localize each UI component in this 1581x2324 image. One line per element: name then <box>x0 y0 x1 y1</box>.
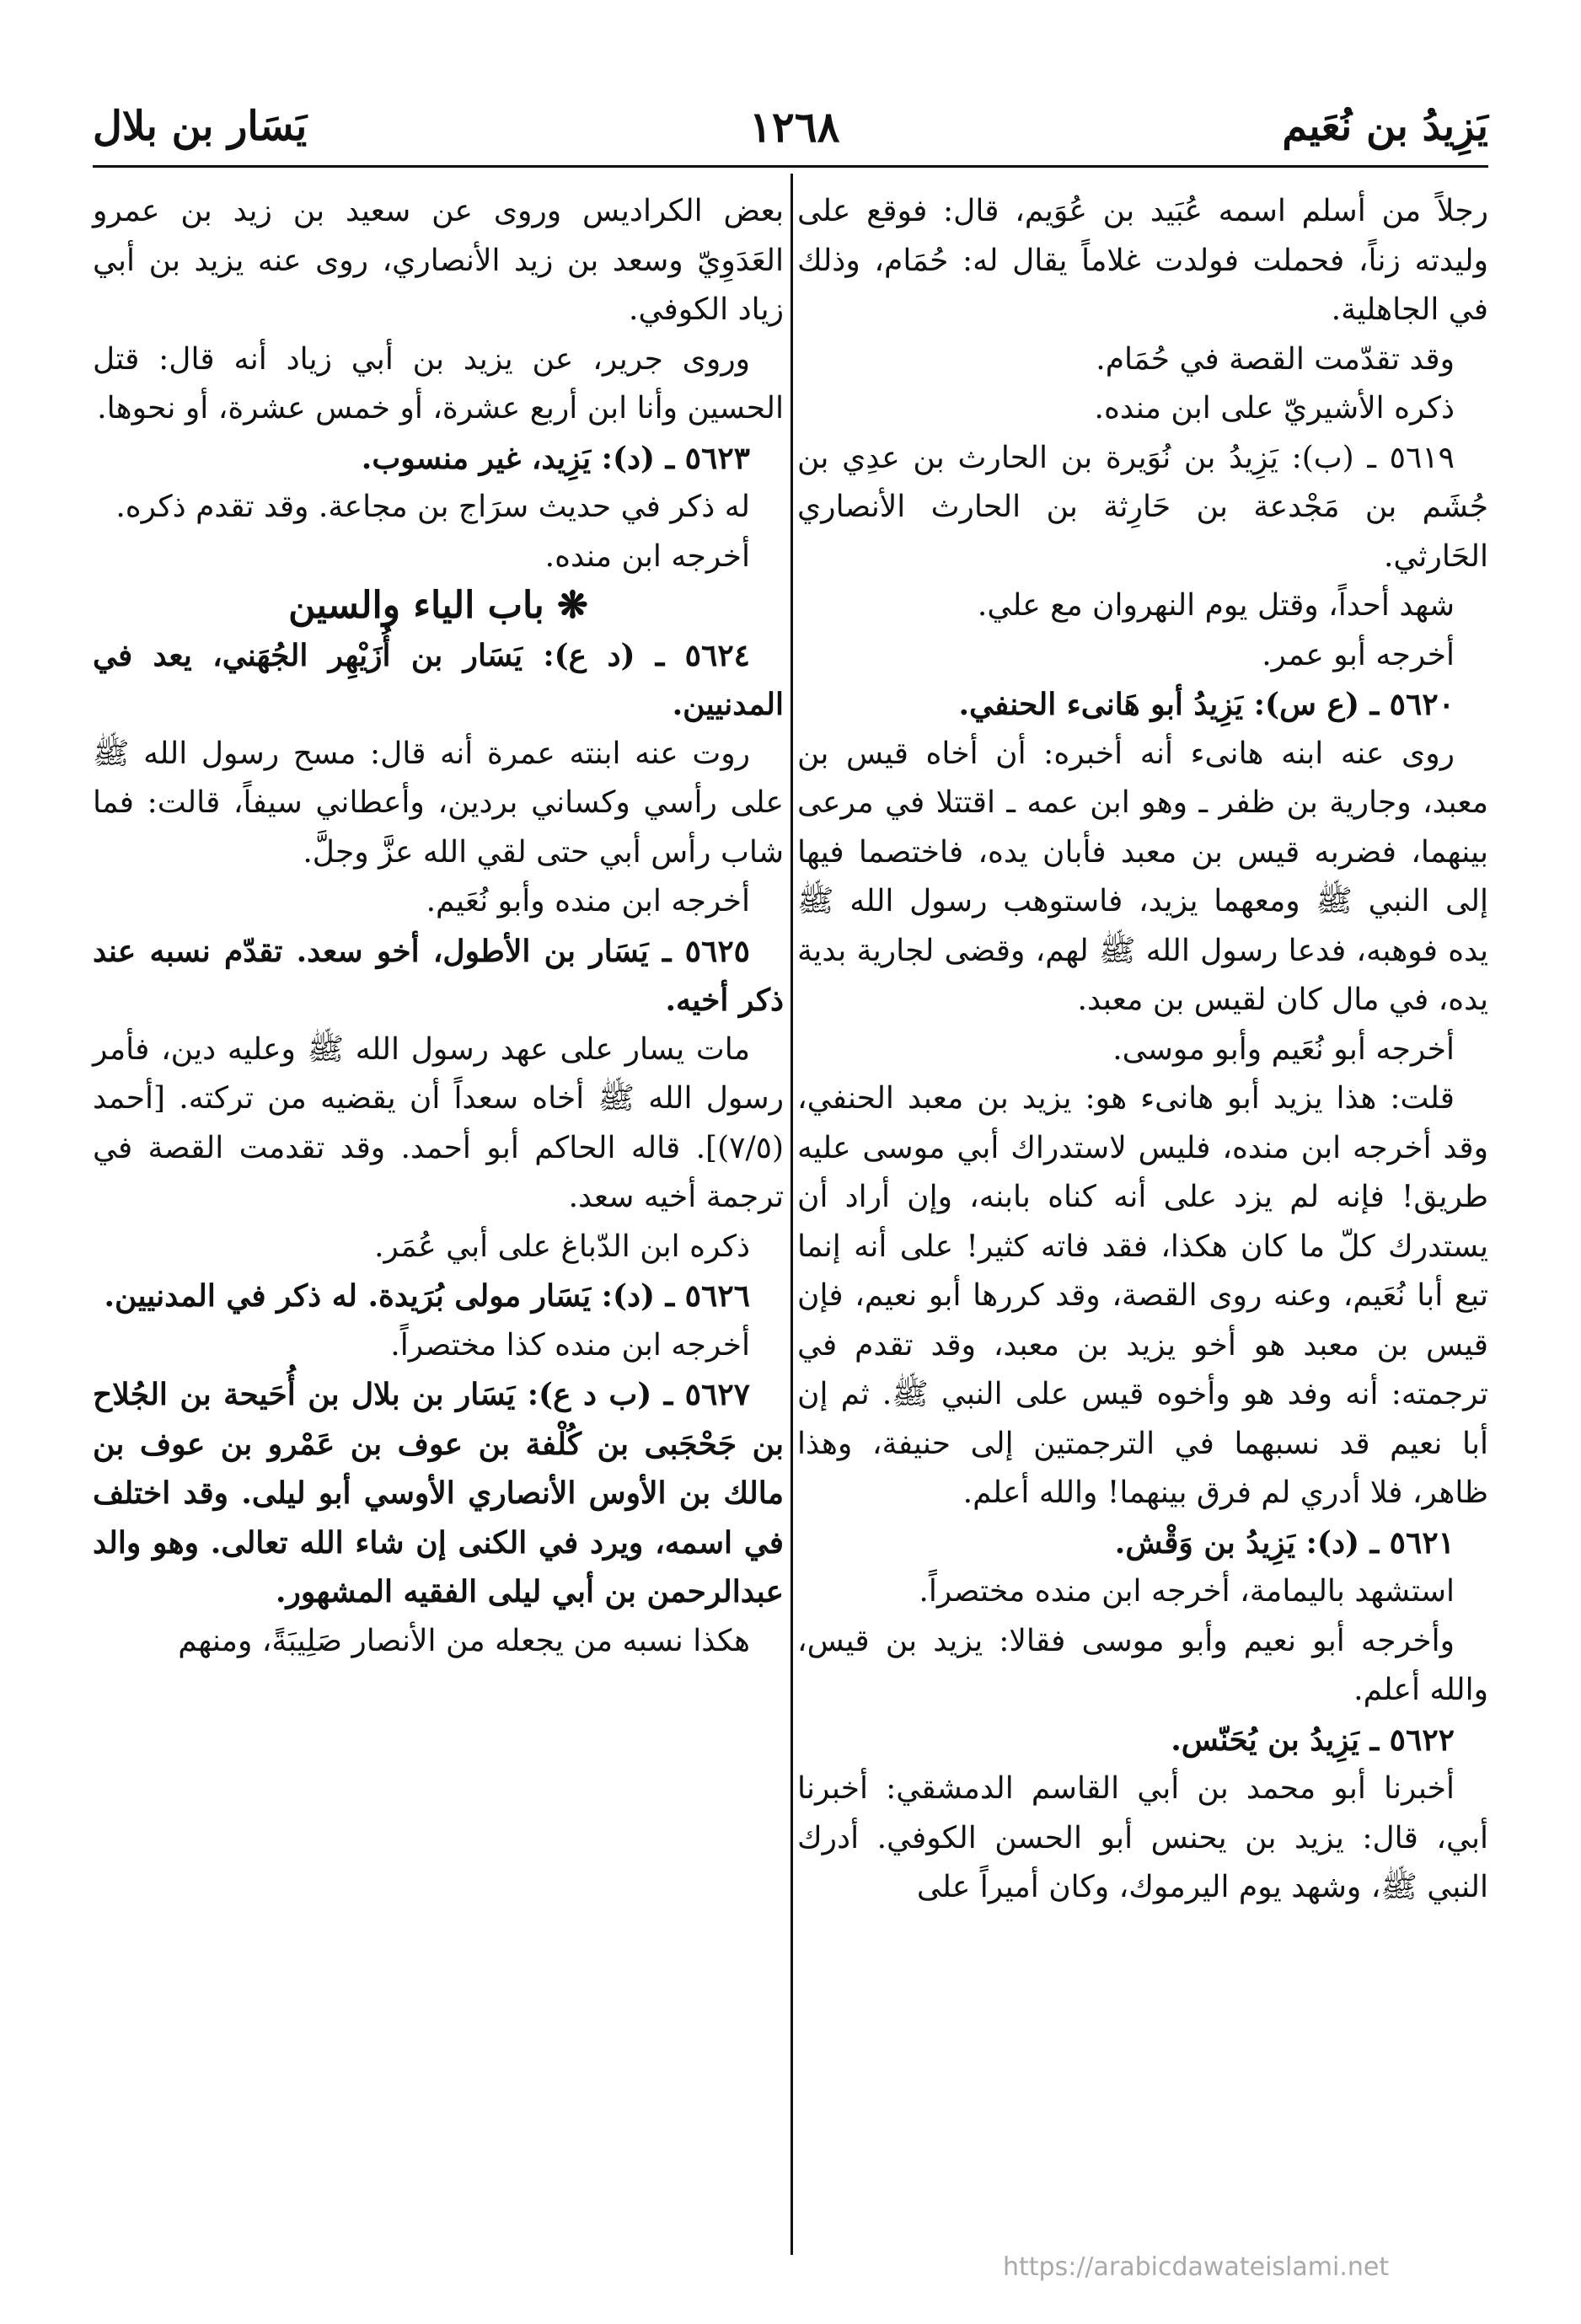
paragraph: ذكره الأشيريّ على ابن منده. <box>1094 391 1455 426</box>
header-rule <box>93 165 1488 168</box>
paragraph: هكذا نسبه من يجعله من الأنصار صَلِيبَةً، ومنهم <box>178 1623 750 1658</box>
left-column <box>93 187 784 1666</box>
entry-5619: ٥٦١٩ ـ (ب): يَزِيدُ بن نُوَيرة بن الحارث بن عدِي بن جُشَم بن مَجْدعة بن حَارِثة بن الحارث الأنصاري الحَارثي. <box>797 440 1488 574</box>
paragraph: روى عنه ابنه هانىء أنه أخبره: أن أخاه قيس بن معبد، وجارية بن ظفر ـ وهو ابن عمه ـ اقتتلا في مرعى بينهما، فضربه قيس بن معبد فأبان يده، فاختصما فيها إلى النبي ﷺ ومعهما يزيد، فاستوهب رسول الله ﷺ يده فوهبه، فدعا رسول الله ﷺ لهم، وقضى لجارية بدية يده، في مال كان لقيس بن معبد. <box>797 736 1488 1017</box>
paragraph: أخرجه ابن منده. <box>544 538 750 574</box>
paragraph: رجلاً من أسلم اسمه عُبَيد بن عُوَيم، قال: فوقع على وليدته زناً، فحملت فولدت غلاماً يقال له: حُمَام، وذلك في الجاهلية. <box>797 194 1488 327</box>
paragraph: روت عنه ابنته عمرة أنه قال: مسح رسول الله ﷺ على رأسي وكساني بردين، وأعطاني سيفاً، قالت: فما شاب رأس أبي حتى لقي الله عزَّ وجلَّ. <box>93 736 784 870</box>
column-divider <box>790 174 793 2255</box>
watermark-url: https://arabicdawateislami.net <box>1003 2252 1390 2282</box>
paragraph: شهد أحداً، وقتل يوم النهروان مع علي. <box>977 588 1455 623</box>
running-title-left: يَسَار بن بلال <box>93 103 308 150</box>
paragraph: أخرجه أبو عمر. <box>1262 637 1455 672</box>
paragraph: وأخرجه أبو نعيم وأبو موسى فقالا: يزيد بن قيس، والله أعلم. <box>797 1623 1488 1707</box>
section-heading: ❋ باب الياء والسين <box>288 584 588 627</box>
entry-5620: ٥٦٢٠ ـ (ع س): يَزِيدُ أبو هَانىء الحنفي. <box>958 687 1455 722</box>
paragraph: أخرجه ابن منده كذا مختصراً. <box>390 1327 750 1363</box>
entry-5621: ٥٦٢١ ـ (د): يَزِيدُ بن وَقْش. <box>1114 1524 1455 1561</box>
paragraph: أخرجه أبو نُعَيم وأبو موسى. <box>1112 1031 1455 1067</box>
running-title-right: يَزِيدُ بن نُعَيم <box>1282 103 1488 150</box>
entry-5625: ٥٦٢٥ ـ يَسَار بن الأطول، أخو سعد. تقدّم نسبه عند ذكر أخيه. <box>93 933 784 1018</box>
paragraph: استشهد باليمامة، أخرجه ابن منده مختصراً. <box>919 1574 1455 1609</box>
paragraph: وروى جرير، عن يزيد بن أبي زياد أنه قال: قتل الحسين وأنا ابن أربع عشرة، أو خمس عشرة، أو نحوها. <box>93 341 784 426</box>
paragraph: أخرجه ابن منده وأبو نُعَيم. <box>426 884 750 918</box>
entry-5623: ٥٦٢٣ ـ (د): يَزِيد، غير منسوب. <box>361 440 750 476</box>
right-column <box>797 187 1488 1913</box>
page-number: ١٢٦٨ <box>749 101 840 152</box>
entry-5624: ٥٦٢٤ ـ (د ع): يَسَار بن أُزَيْهِر الجُهَني، يعد في المدنيين. <box>93 637 784 722</box>
entry-5627: ٥٦٢٧ ـ (ب د ع): يَسَار بن بلال بن أُحَيحة بن الجُلاح بن جَحْجَبى بن كُلْفة بن عوف بن عَمْرو بن عوف بن مالك بن الأوس الأنصاري الأوسي أبو ليلى. وقد اختلف في اسمه، ويرد في الكنى إن شاء الله تعالى. وهو والد عبدالرحمن بن أبي ليلى الفقيه المشهور. <box>93 1377 784 1609</box>
paragraph: مات يسار على عهد رسول الله ﷺ وعليه دين، فأمر رسول الله ﷺ أخاه سعداً أن يقضيه من تركته. [أحمد (٧/٥)]. قاله الحاكم أبو أحمد. وقد تقدمت القصة في ترجمة أخيه سعد. <box>93 1031 784 1214</box>
paragraph: أخبرنا أبو محمد بن أبي القاسم الدمشقي: أخبرنا أبي، قال: يزيد بن يحنس أبو الحسن الكوفي. أدرك النبي ﷺ، وشهد يوم اليرموك، وكان أميراً على <box>797 1771 1488 1904</box>
entry-5626: ٥٦٢٦ ـ (د): يَسَار مولى بُرَيدة. له ذكر في المدنيين. <box>104 1278 750 1314</box>
paragraph: بعض الكراديس وروى عن سعيد بن زيد بن عمرو العَدَوِيّ وسعد بن زيد الأنصاري، روى عنه يزيد بن أبي زياد الكوفي. <box>93 194 784 327</box>
paragraph: له ذكر في حديث سرَاج بن مجاعة. وقد تقدم ذكره. <box>115 490 750 524</box>
paragraph: وقد تقدّمت القصة في حُمَام. <box>1096 341 1455 377</box>
page-header <box>93 97 1488 156</box>
paragraph: قلت: هذا يزيد أبو هانىء هو: يزيد بن معبد الحنفي، وقد أخرجه ابن منده، فليس لاستدراك أبي موسى عليه طريق! فإنه لم يزد على أنه كناه بابنه، وإن أراد أن يستدرك كلّ ما كان هكذا، فقد فاته كثير! على أنه إنما تبع أبا نُعَيم، وعنه روى القصة، وقد كررها أبو نعيم، فإن قيس بن معبد هو أخو يزيد بن معبد، وقد تقدم في ترجمته: أنه وفد هو وأخوه قيس على النبي ﷺ. ثم إن أبا نعيم قد نسبهما في الترجمتين إلى حنيفة، وهذا ظاهر، فلا أدري لم فرق بينهما! والله أعلم. <box>797 1081 1488 1510</box>
paragraph: ذكره ابن الدّباغ على أبي عُمَر. <box>374 1229 750 1264</box>
entry-5622: ٥٦٢٢ ـ يَزِيدُ بن يُحَنّس. <box>1171 1722 1455 1758</box>
